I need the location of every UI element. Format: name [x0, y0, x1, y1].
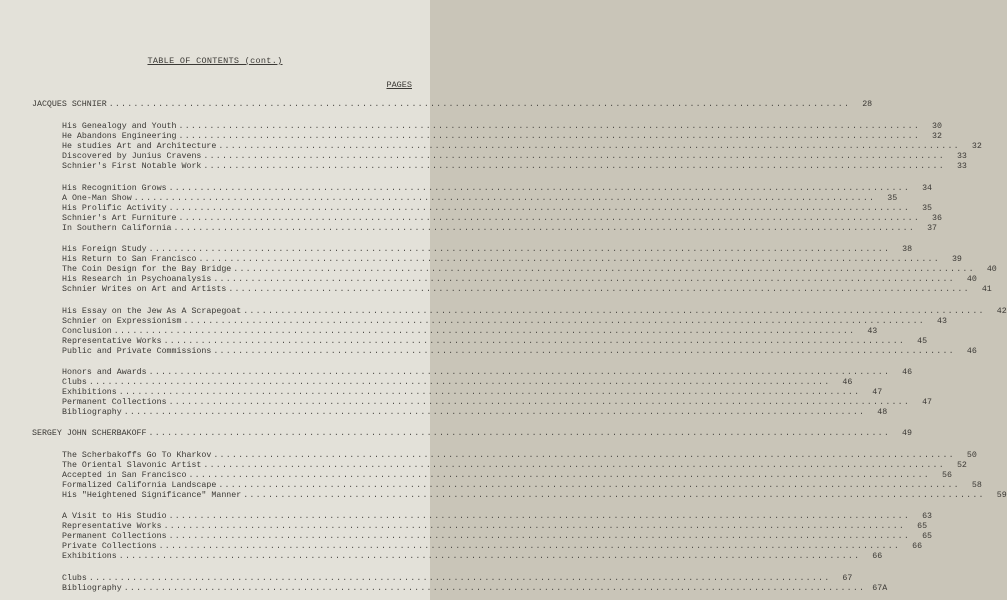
toc-entry-page: 33 [956, 152, 967, 161]
toc-entry-page: 59 [996, 491, 1007, 500]
leader-dots: ........................................................................................................................ [218, 481, 960, 490]
leader-dots: ........................................................................................................................ [213, 275, 955, 284]
leader-dots: ........................................................................................................................ [183, 317, 925, 326]
toc-entry [62, 532, 933, 542]
toc-entry-title: Schnier's First Notable Work [62, 162, 202, 171]
leader-dots: ........................................................................................................................ [188, 471, 930, 480]
toc-entry-page: 47 [872, 388, 883, 397]
toc-entry [62, 327, 878, 337]
toc-entry-page: 42 [996, 307, 1007, 316]
toc-entry-title: His "Heightened Significance" Manner [62, 491, 242, 500]
leader-dots: ........................................................................................................................ [168, 512, 911, 521]
toc-entry [62, 184, 933, 194]
toc-entry [62, 285, 992, 295]
toc-entry-title: His Return to San Francisco [62, 255, 197, 264]
toc-entry-title: Bibliography [62, 408, 122, 417]
toc-section-heading [32, 100, 873, 110]
leader-dots: ........................................................................................................................ [178, 122, 921, 131]
toc-entry-page: 39 [951, 255, 962, 264]
leader-dots: ........................................................................................................................ [113, 327, 856, 336]
toc-entry [62, 347, 977, 357]
toc-entry-title: JACQUES SCHNIER [32, 100, 107, 109]
toc-entry [62, 368, 913, 378]
leader-dots: ........................................................................................................................ [213, 347, 955, 356]
leader-dots: ........................................................................................................................ [118, 552, 861, 561]
toc-entry-title: A Visit to His Studio [62, 512, 167, 521]
leader-dots: ........................................................................................................................ [118, 388, 861, 397]
toc-entry-page: 43 [937, 317, 947, 326]
toc-entry-title: The Coin Design for the Bay Bridge [62, 265, 232, 274]
toc-entry-title: Clubs [62, 574, 87, 583]
toc-entry [62, 542, 923, 552]
toc-entry [62, 481, 982, 491]
toc-entry [62, 245, 913, 255]
toc-entry [62, 152, 967, 162]
toc-entry [62, 378, 853, 388]
toc-entry-title: Permanent Collections [62, 532, 167, 541]
toc-entry-page: 65 [917, 522, 928, 531]
toc-entry-title: Exhibitions [62, 552, 117, 561]
leader-dots: ........................................................................................................................ [123, 584, 866, 593]
leader-dots: ........................................................................................................................ [158, 542, 901, 551]
toc-entry [62, 552, 883, 562]
toc-entry-page: 32 [932, 132, 943, 141]
toc-entry-page: 32 [971, 142, 982, 151]
toc-entry [62, 317, 947, 327]
toc-entry-page: 58 [971, 481, 982, 490]
toc-entry-page: 41 [981, 285, 992, 294]
leader-dots: ........................................................................................................................ [173, 224, 916, 233]
toc-entry-title: Clubs [62, 378, 87, 387]
leader-dots: ........................................................................................................................ [218, 142, 960, 151]
toc-entry-title: His Prolific Activity [62, 204, 167, 213]
toc-entry [62, 461, 967, 471]
leader-dots: ........................................................................................................................ [163, 522, 906, 531]
toc-entry-title: He Abandons Engineering [62, 132, 177, 141]
toc-entry-page: 66 [912, 542, 923, 551]
toc-entry [62, 162, 967, 172]
toc-entry-page: 67A [872, 584, 888, 593]
toc-entry [62, 388, 883, 398]
toc-entry [62, 584, 888, 594]
toc-entry-title: He studies Art and Architecture [62, 142, 217, 151]
toc-entry [62, 451, 977, 461]
toc-entry-title: His Recognition Grows [62, 184, 167, 193]
toc-entry [62, 224, 938, 234]
toc-entry-page: 47 [922, 398, 933, 407]
toc-entry-page: 38 [902, 245, 913, 254]
toc-entry-page: 35 [922, 204, 933, 213]
toc-entry-page: 65 [922, 532, 933, 541]
toc-entry-title: A One-Man Show [62, 194, 132, 203]
toc-section-heading [32, 429, 913, 439]
toc-entry [62, 574, 853, 584]
toc-entry-page: 52 [956, 461, 967, 470]
leader-dots: ........................................................................................................................ [148, 429, 891, 438]
toc-entry-title: His Foreign Study [62, 245, 147, 254]
toc-entry-page: 34 [922, 184, 933, 193]
toc-entry [62, 522, 928, 532]
toc-entry [62, 398, 933, 408]
toc-entry [62, 194, 898, 204]
toc-entry-title: Schnier's Art Furniture [62, 214, 177, 223]
leader-dots: ........................................................................................................................ [178, 214, 921, 223]
leader-dots: ........................................................................................................................ [168, 184, 911, 193]
toc-entry-title: Permanent Collections [62, 398, 167, 407]
toc-entry [62, 337, 928, 347]
toc-entry-page: 45 [917, 337, 928, 346]
leader-dots: ........................................................................................................................ [123, 408, 866, 417]
toc-entry-title: Conclusion [62, 327, 112, 336]
toc-entry-page: 28 [862, 100, 873, 109]
toc-entry-page: 63 [922, 512, 933, 521]
toc-entry [62, 491, 1007, 501]
toc-entry-page: 46 [842, 378, 853, 387]
leader-dots: ........................................................................................................................ [213, 451, 955, 460]
toc-entry-title: His Research in Psychoanalysis [62, 275, 212, 284]
toc-entry-title: Schnier Writes on Art and Artists [62, 285, 227, 294]
leader-dots: ........................................................................................................................ [168, 532, 911, 541]
toc-entry [62, 142, 982, 152]
toc-entry [62, 275, 977, 285]
toc-entry-page: 35 [887, 194, 898, 203]
toc-entry-page: 30 [932, 122, 943, 131]
leader-dots: ........................................................................................................................ [243, 307, 985, 316]
toc-entry [62, 214, 943, 224]
toc-entry-title: Private Collections [62, 542, 157, 551]
toc-entry [62, 265, 997, 275]
leader-dots: ........................................................................................................................ [108, 100, 851, 109]
leader-dots: ........................................................................................................................ [178, 132, 921, 141]
toc-entry-title: Representative Works [62, 522, 162, 531]
leader-dots: ........................................................................................................................ [133, 194, 876, 203]
toc-entry-page: 66 [872, 552, 883, 561]
toc-entry-title: Schnier on Expressionism [62, 317, 182, 326]
leader-dots: ........................................................................................................................ [88, 378, 831, 387]
toc-entry-title: Honors and Awards [62, 368, 147, 377]
toc-entry [62, 471, 952, 481]
toc-entry [62, 132, 943, 142]
toc-entry-page: 49 [902, 429, 913, 438]
toc-entry [62, 307, 1007, 317]
toc-entry-page: 48 [877, 408, 888, 417]
toc-entry [62, 122, 943, 132]
leader-dots: ........................................................................................................................ [198, 255, 940, 264]
toc-entry [62, 512, 933, 522]
leader-dots: ........................................................................................................................ [228, 285, 970, 294]
leader-dots: ........................................................................................................................ [203, 461, 945, 470]
toc-title: TABLE OF CONTENTS (cont.) [147, 56, 283, 66]
toc-entry-title: Representative Works [62, 337, 162, 346]
toc-entry [62, 408, 888, 418]
toc-entry-page: 56 [942, 471, 952, 480]
toc-entry-title: The Scherbakoffs Go To Kharkov [62, 451, 212, 460]
toc-entry-page: 36 [932, 214, 943, 223]
toc-entry-title: His Essay on the Jew As A Scrapegoat [62, 307, 242, 316]
leader-dots: ........................................................................................................................ [203, 152, 945, 161]
toc-entry-page: 43 [867, 327, 878, 336]
leader-dots: ........................................................................................................................ [148, 245, 891, 254]
leader-dots: ........................................................................................................................ [88, 574, 831, 583]
toc-entry-page: 46 [966, 347, 977, 356]
toc-entry-page: 40 [986, 265, 997, 274]
toc-entry-title: Bibliography [62, 584, 122, 593]
toc-entry-title: Formalized California Landscape [62, 481, 217, 490]
toc-entry [62, 204, 933, 214]
leader-dots: ........................................................................................................................ [168, 204, 911, 213]
toc-entry [62, 255, 962, 265]
leader-dots: ........................................................................................................................ [163, 337, 906, 346]
toc-entry-page: 40 [966, 275, 977, 284]
pages-column-header: PAGES [386, 80, 412, 90]
leader-dots: ........................................................................................................................ [243, 491, 985, 500]
toc-entry-title: His Genealogy and Youth [62, 122, 177, 131]
leader-dots: ........................................................................................................................ [233, 265, 975, 274]
toc-entry-page: 33 [956, 162, 967, 171]
toc-entry-title: Public and Private Commissions [62, 347, 212, 356]
toc-entry-page: 50 [966, 451, 977, 460]
toc-entry-page: 46 [902, 368, 913, 377]
leader-dots: ........................................................................................................................ [203, 162, 945, 171]
leader-dots: ........................................................................................................................ [168, 398, 911, 407]
toc-entry-title: In Southern California [62, 224, 172, 233]
toc-entry-page: 67 [842, 574, 853, 583]
toc-entry-title: SERGEY JOHN SCHERBAKOFF [32, 429, 147, 438]
toc-entry-title: Accepted in San Francisco [62, 471, 187, 480]
toc-entry-title: Exhibitions [62, 388, 117, 397]
leader-dots: ........................................................................................................................ [148, 368, 891, 377]
toc-entry-title: Discovered by Junius Cravens [62, 152, 202, 161]
toc-entry-title: The Oriental Slavonic Artist [62, 461, 202, 470]
toc-entry-page: 37 [927, 224, 938, 233]
